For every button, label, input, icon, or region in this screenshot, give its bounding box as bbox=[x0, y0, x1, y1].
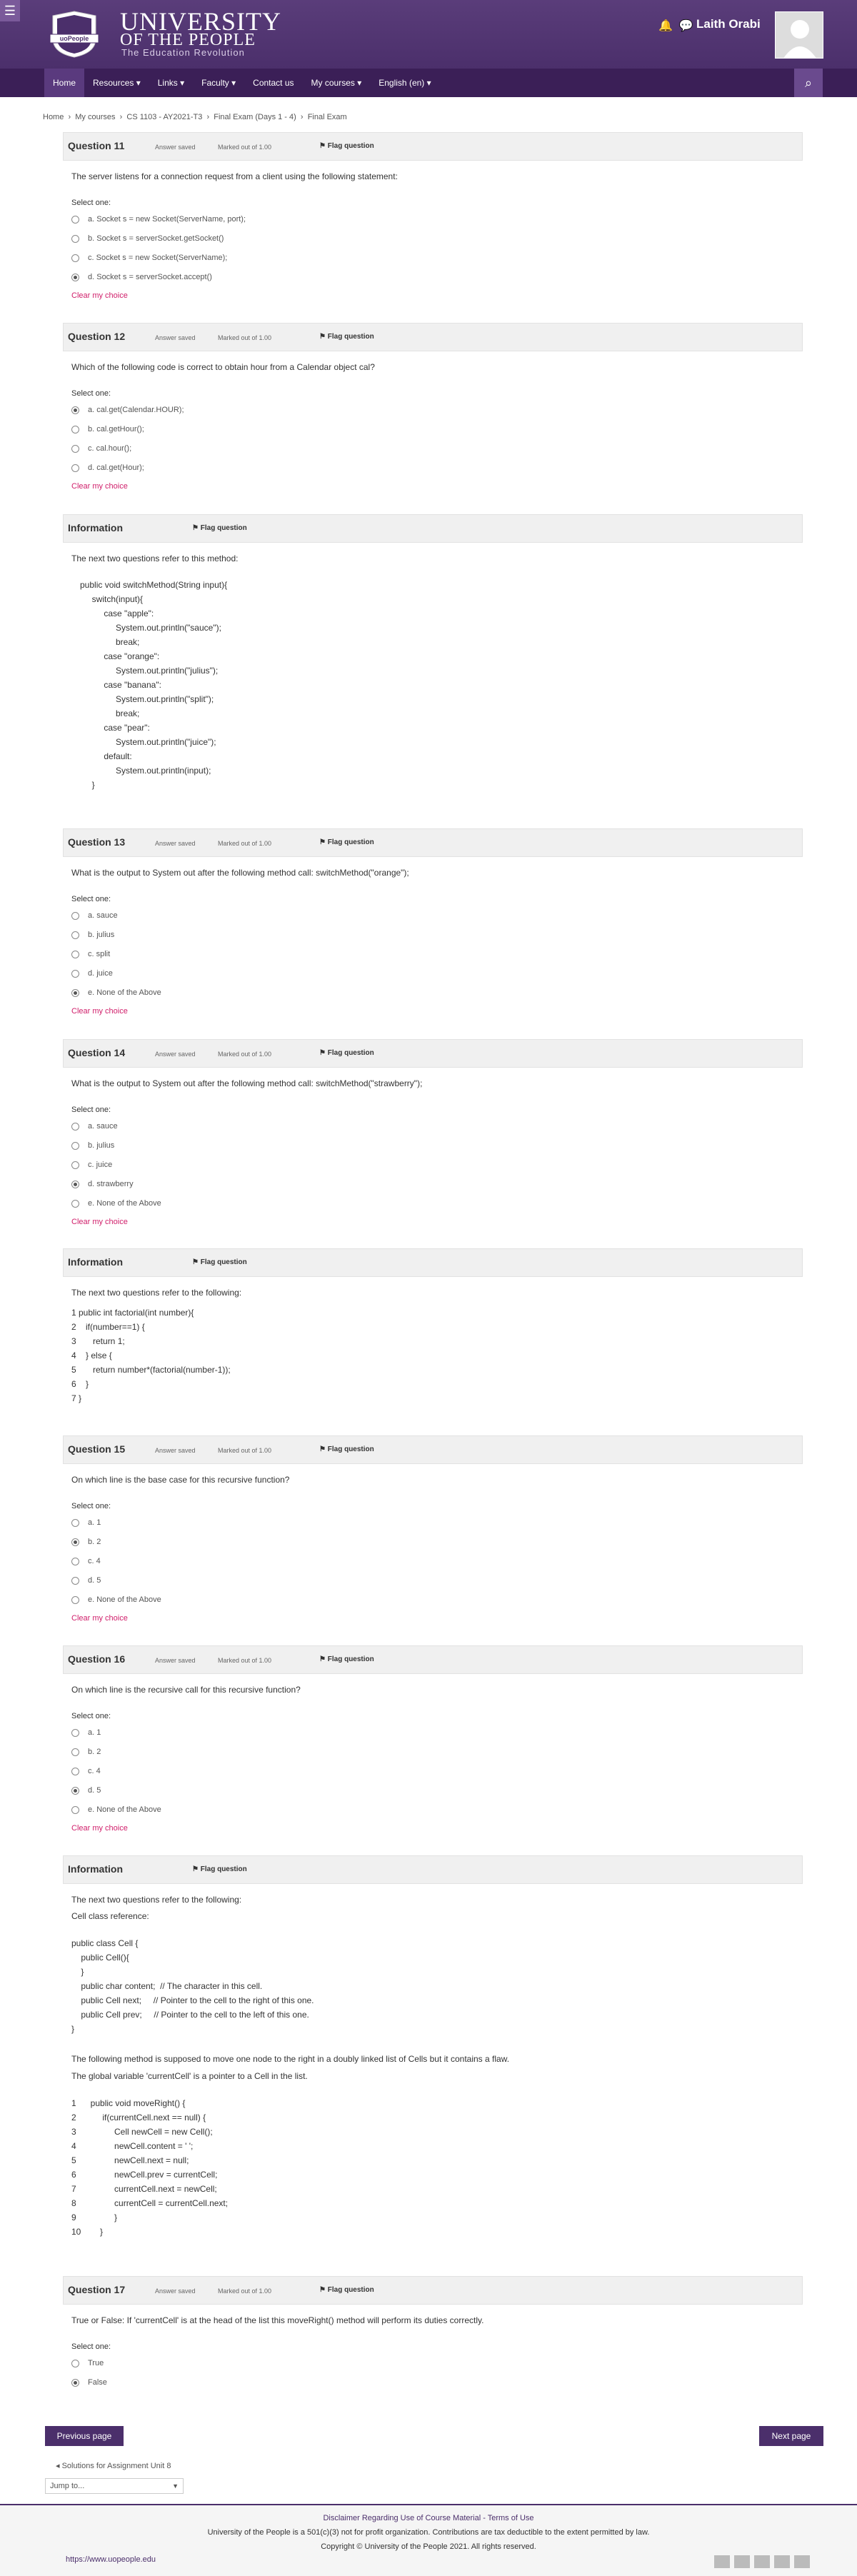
footer bbox=[0, 2504, 857, 2576]
answer-option[interactable]: b. cal.getHour(); bbox=[71, 425, 144, 433]
question-number: Question 14 bbox=[68, 1047, 126, 1058]
information-text: The next two questions refer to the following: bbox=[71, 1895, 242, 1905]
question-header bbox=[63, 828, 803, 857]
answer-option[interactable]: a. cal.get(Calendar.HOUR); bbox=[71, 406, 184, 414]
flag-question-button[interactable]: ⚑ Flag question bbox=[192, 1865, 247, 1873]
question-state: Answer saved bbox=[155, 334, 196, 341]
site-title-line1: UNIVERSITY bbox=[120, 7, 281, 36]
question-state: Answer saved bbox=[155, 2287, 196, 2295]
information-header bbox=[63, 1855, 803, 1884]
question-text: True or False: If 'currentCell' is at the head of the list this moveRight() method will perform its duties correctly. bbox=[71, 2315, 484, 2325]
radio-button[interactable] bbox=[71, 464, 79, 472]
answer-option[interactable]: e. None of the Above bbox=[71, 1805, 161, 1814]
flag-question-button[interactable]: ⚑ Flag question bbox=[319, 333, 374, 341]
information-3 bbox=[63, 1855, 803, 2237]
answer-option[interactable]: c. 4 bbox=[71, 1557, 101, 1565]
question-11 bbox=[63, 132, 803, 300]
radio-button[interactable] bbox=[71, 1787, 79, 1795]
clear-choice-link[interactable]: Clear my choice bbox=[71, 1007, 128, 1016]
select-one-label: Select one: bbox=[71, 389, 111, 398]
flag-icon: ⚑ bbox=[192, 524, 201, 532]
breadcrumb-exam-section[interactable]: Final Exam (Days 1 - 4) bbox=[214, 113, 296, 121]
radio-button[interactable] bbox=[71, 1596, 79, 1604]
information-1 bbox=[63, 514, 803, 790]
top-header bbox=[0, 0, 857, 69]
question-text: The server listens for a connection request from a client using the following statement: bbox=[71, 171, 398, 181]
answer-option[interactable]: a. Socket s = new Socket(ServerName, port); bbox=[71, 215, 246, 224]
radio-button[interactable] bbox=[71, 1142, 79, 1150]
answer-option[interactable]: d. Socket s = serverSocket.accept() bbox=[71, 273, 212, 281]
answer-option[interactable]: False bbox=[71, 2378, 107, 2387]
nav-resources[interactable]: Resources ▾ bbox=[93, 78, 141, 88]
svg-text:uoPeople: uoPeople bbox=[59, 35, 89, 42]
nav-my-courses[interactable]: My courses ▾ bbox=[311, 78, 362, 88]
main-nav bbox=[0, 69, 857, 97]
select-one-label: Select one: bbox=[71, 895, 111, 903]
flag-question-button[interactable]: ⚑ Flag question bbox=[319, 1655, 374, 1663]
radio-button[interactable] bbox=[71, 235, 79, 243]
answer-option[interactable]: True bbox=[71, 2359, 104, 2367]
radio-button[interactable] bbox=[71, 951, 79, 958]
answer-option[interactable]: b. 2 bbox=[71, 1748, 101, 1756]
youtube-icon[interactable] bbox=[774, 2555, 790, 2568]
answer-option[interactable]: c. Socket s = new Socket(ServerName); bbox=[71, 254, 227, 262]
question-state: Answer saved bbox=[155, 1447, 196, 1454]
question-grade: Marked out of 1.00 bbox=[218, 334, 272, 341]
flag-icon: ⚑ bbox=[319, 1445, 328, 1453]
radio-button[interactable] bbox=[71, 216, 79, 224]
answer-option[interactable]: d. 5 bbox=[71, 1786, 101, 1795]
question-grade: Marked out of 1.00 bbox=[218, 2287, 272, 2295]
question-header bbox=[63, 1039, 803, 1068]
user-avatar[interactable] bbox=[775, 11, 823, 59]
flag-icon: ⚑ bbox=[319, 1655, 328, 1663]
answer-option[interactable]: b. julius bbox=[71, 931, 114, 939]
question-17 bbox=[63, 2276, 803, 2387]
answer-option[interactable]: b. 2 bbox=[71, 1538, 101, 1546]
flag-icon: ⚑ bbox=[319, 333, 328, 341]
jump-to-select[interactable]: Jump to... ▼ bbox=[45, 2478, 184, 2494]
nav-home[interactable]: Home bbox=[44, 69, 84, 97]
select-one-label: Select one: bbox=[71, 2342, 111, 2351]
information-text: The global variable 'currentCell' is a pointer to a Cell in the list. bbox=[71, 2071, 308, 2081]
information-text: The following method is supposed to move one node to the right in a doubly linked list of Cells but it contains a flaw. bbox=[71, 2054, 510, 2064]
breadcrumb: Home › My courses › CS 1103 - AY2021-T3 › Final Exam (Days 1 - 4) › Final Exam bbox=[43, 113, 347, 121]
information-title: Information bbox=[68, 1256, 123, 1268]
answer-option[interactable]: a. sauce bbox=[71, 1122, 118, 1131]
nav-links[interactable]: Links ▾ bbox=[157, 78, 185, 88]
question-16 bbox=[63, 1645, 803, 1833]
question-number: Question 11 bbox=[68, 140, 125, 151]
facebook-icon[interactable] bbox=[714, 2555, 730, 2568]
answer-option[interactable]: a. 1 bbox=[71, 1728, 101, 1737]
messages-icon[interactable]: 💬 bbox=[678, 20, 693, 32]
radio-button[interactable] bbox=[71, 1729, 79, 1737]
flag-icon: ⚑ bbox=[319, 1049, 328, 1057]
radio-button[interactable] bbox=[71, 2360, 79, 2367]
answer-option[interactable]: e. None of the Above bbox=[71, 1595, 161, 1604]
clear-choice-link[interactable]: Clear my choice bbox=[71, 1824, 128, 1833]
answer-option[interactable]: d. strawberry bbox=[71, 1180, 134, 1188]
clear-choice-link[interactable]: Clear my choice bbox=[71, 291, 128, 300]
question-state: Answer saved bbox=[155, 144, 196, 151]
answer-option[interactable]: e. None of the Above bbox=[71, 988, 161, 997]
radio-button[interactable] bbox=[71, 254, 79, 262]
question-state: Answer saved bbox=[155, 1051, 196, 1058]
question-grade: Marked out of 1.00 bbox=[218, 1051, 272, 1058]
code-block: 1 public int factorial(int number){ 2 if(number==1) { 3 return 1; 4 } else { 5 return number*(factorial(number-1)); 6 } 7 } bbox=[71, 1308, 231, 1403]
clear-choice-link[interactable]: Clear my choice bbox=[71, 1218, 128, 1226]
answer-option[interactable]: b. julius bbox=[71, 1141, 114, 1150]
radio-button[interactable] bbox=[71, 1768, 79, 1775]
question-grade: Marked out of 1.00 bbox=[218, 840, 272, 847]
linkedin-icon[interactable] bbox=[794, 2555, 810, 2568]
select-one-label: Select one: bbox=[71, 1106, 111, 1114]
flag-question-button[interactable]: ⚑ Flag question bbox=[319, 1049, 374, 1057]
question-grade: Marked out of 1.00 bbox=[218, 1447, 272, 1454]
flag-icon: ⚑ bbox=[192, 1865, 201, 1873]
flag-icon: ⚑ bbox=[192, 1258, 201, 1266]
radio-button[interactable] bbox=[71, 1181, 79, 1188]
radio-button[interactable] bbox=[71, 1806, 79, 1814]
footer-url-link[interactable]: https://www.uopeople.edu bbox=[66, 2555, 156, 2564]
answer-option[interactable]: b. Socket s = serverSocket.getSocket() bbox=[71, 234, 224, 243]
next-page-button[interactable]: Next page bbox=[759, 2426, 823, 2446]
question-state: Answer saved bbox=[155, 1657, 196, 1664]
select-one-label: Select one: bbox=[71, 199, 111, 207]
flag-question-button[interactable]: ⚑ Flag question bbox=[192, 524, 247, 532]
university-logo[interactable] bbox=[46, 10, 103, 59]
question-text: On which line is the base case for this recursive function? bbox=[71, 1475, 290, 1485]
information-header bbox=[63, 1248, 803, 1277]
information-header bbox=[63, 514, 803, 543]
radio-button[interactable] bbox=[71, 912, 79, 920]
question-15 bbox=[63, 1435, 803, 1623]
answer-option[interactable]: c. 4 bbox=[71, 1767, 101, 1775]
previous-activity-link[interactable]: ◂ Solutions for Assignment Unit 8 bbox=[56, 2462, 171, 2470]
question-13 bbox=[63, 828, 803, 1016]
header-icons bbox=[658, 19, 693, 33]
footer-copyright: Copyright © University of the People 2021. All rights reserved. bbox=[321, 2542, 536, 2551]
answer-option[interactable]: c. split bbox=[71, 950, 110, 958]
question-header bbox=[63, 132, 803, 161]
drawer-toggle-button[interactable]: ☰ bbox=[0, 0, 20, 21]
answer-option[interactable]: a. sauce bbox=[71, 911, 118, 920]
question-text: Which of the following code is correct to obtain hour from a Calendar object cal? bbox=[71, 362, 375, 372]
twitter-icon[interactable] bbox=[734, 2555, 750, 2568]
select-one-label: Select one: bbox=[71, 1502, 111, 1510]
social-icons bbox=[714, 2555, 810, 2568]
answer-option[interactable]: d. cal.get(Hour); bbox=[71, 463, 144, 472]
information-title: Information bbox=[68, 522, 123, 533]
information-text: The next two questions refer to the following: bbox=[71, 1288, 242, 1298]
question-text: What is the output to System out after the following method call: switchMethod("orange"); bbox=[71, 868, 409, 878]
radio-button[interactable] bbox=[71, 1123, 79, 1131]
nav-contact[interactable]: Contact us bbox=[253, 78, 294, 88]
select-one-label: Select one: bbox=[71, 1712, 111, 1720]
question-14 bbox=[63, 1039, 803, 1226]
answer-option[interactable]: c. cal.hour(); bbox=[71, 444, 131, 453]
radio-button[interactable] bbox=[71, 1558, 79, 1565]
breadcrumb-my-courses[interactable]: My courses bbox=[75, 113, 116, 121]
radio-button[interactable] bbox=[71, 445, 79, 453]
radio-button[interactable] bbox=[71, 1519, 79, 1527]
question-number: Question 15 bbox=[68, 1443, 126, 1455]
instagram-icon[interactable] bbox=[754, 2555, 770, 2568]
code-block: public class Cell { public Cell(){ } public char content; // The character in this cell. public Cell next; // Pointer to the cell to the right of this one. public Cell prev; // Pointer to the cell to the left of this one. } bbox=[71, 1938, 314, 2034]
breadcrumb-course[interactable]: CS 1103 - AY2021-T3 bbox=[126, 113, 203, 121]
nav-faculty[interactable]: Faculty ▾ bbox=[201, 78, 236, 88]
code-block: 1 public void moveRight() { 2 if(currentCell.next == null) { 3 Cell newCell = new Cell(); 4 newCell.content = ' '; 5 newCell.next = null; 6 newCell.prev = currentCell; 7 currentCell.next = newCell; 8 currentCell = currentCell.next; 9 } 10 } bbox=[71, 2098, 229, 2237]
user-name[interactable]: Laith Orabi bbox=[696, 17, 761, 31]
flag-question-button[interactable]: ⚑ Flag question bbox=[319, 1445, 374, 1453]
breadcrumb-final-exam[interactable]: Final Exam bbox=[307, 113, 347, 121]
question-header bbox=[63, 323, 803, 351]
site-tagline: The Education Revolution bbox=[121, 47, 245, 58]
question-grade: Marked out of 1.00 bbox=[218, 144, 272, 151]
radio-button[interactable] bbox=[71, 2379, 79, 2387]
radio-button[interactable] bbox=[71, 1748, 79, 1756]
question-12 bbox=[63, 323, 803, 491]
question-number: Question 12 bbox=[68, 331, 126, 342]
answer-option[interactable]: d. 5 bbox=[71, 1576, 101, 1585]
code-block: public void switchMethod(String input){ switch(input){ case "apple": System.out.println("sauce"); break; case "orange": System.out.println("julius"); case "banana": System.out.println("split"); break; case "pear": System.out.println("juice"); default: System.out.println(input); } bbox=[80, 580, 228, 790]
radio-button[interactable] bbox=[71, 931, 79, 939]
question-number: Question 13 bbox=[68, 836, 126, 848]
radio-button[interactable] bbox=[71, 426, 79, 433]
question-text: On which line is the recursive call for this recursive function? bbox=[71, 1685, 301, 1695]
radio-button[interactable] bbox=[71, 989, 79, 997]
flag-icon: ⚑ bbox=[319, 142, 328, 150]
radio-button[interactable] bbox=[71, 970, 79, 978]
answer-option[interactable]: c. juice bbox=[71, 1161, 112, 1169]
radio-button[interactable] bbox=[71, 1161, 79, 1169]
chevron-down-icon: ▼ bbox=[172, 2482, 179, 2490]
site-title-line2: OF THE PEOPLE bbox=[120, 31, 256, 49]
breadcrumb-home[interactable]: Home bbox=[43, 113, 64, 121]
nav-language[interactable]: English (en) ▾ bbox=[379, 78, 431, 88]
flag-icon: ⚑ bbox=[319, 2286, 328, 2294]
answer-option[interactable]: e. None of the Above bbox=[71, 1199, 161, 1208]
information-text: The next two questions refer to this method: bbox=[71, 553, 239, 563]
flag-question-button[interactable]: ⚑ Flag question bbox=[319, 2286, 374, 2294]
radio-button[interactable] bbox=[71, 1200, 79, 1208]
radio-button[interactable] bbox=[71, 406, 79, 414]
radio-button[interactable] bbox=[71, 1577, 79, 1585]
radio-button[interactable] bbox=[71, 1538, 79, 1546]
flag-question-button[interactable]: ⚑ Flag question bbox=[319, 142, 374, 150]
previous-page-button[interactable]: Previous page bbox=[45, 2426, 124, 2446]
question-grade: Marked out of 1.00 bbox=[218, 1657, 272, 1664]
footer-links[interactable]: Disclaimer Regarding Use of Course Material - Terms of Use bbox=[323, 2514, 534, 2522]
question-header bbox=[63, 1435, 803, 1464]
flag-icon: ⚑ bbox=[319, 838, 328, 846]
question-text: What is the output to System out after the following method call: switchMethod("strawberry"); bbox=[71, 1078, 423, 1088]
information-2 bbox=[63, 1248, 803, 1403]
information-subtitle: Cell class reference: bbox=[71, 1911, 149, 1921]
search-icon[interactable]: ⌕ bbox=[794, 69, 823, 97]
question-header bbox=[63, 1645, 803, 1674]
question-state: Answer saved bbox=[155, 840, 196, 847]
clear-choice-link[interactable]: Clear my choice bbox=[71, 1614, 128, 1623]
flag-question-button[interactable]: ⚑ Flag question bbox=[319, 838, 374, 846]
answer-option[interactable]: d. juice bbox=[71, 969, 113, 978]
clear-choice-link[interactable]: Clear my choice bbox=[71, 482, 128, 491]
question-number: Question 16 bbox=[68, 1653, 126, 1665]
question-number: Question 17 bbox=[68, 2284, 126, 2295]
answer-option[interactable]: a. 1 bbox=[71, 1518, 101, 1527]
question-header bbox=[63, 2276, 803, 2305]
radio-button[interactable] bbox=[71, 274, 79, 281]
information-title: Information bbox=[68, 1863, 123, 1875]
flag-question-button[interactable]: ⚑ Flag question bbox=[192, 1258, 247, 1266]
notification-bell-icon[interactable]: 🔔 bbox=[658, 20, 673, 32]
footer-notice: University of the People is a 501(c)(3) not for profit organization. Contributions are tax deductible to the extent permitted by law. bbox=[207, 2528, 650, 2537]
